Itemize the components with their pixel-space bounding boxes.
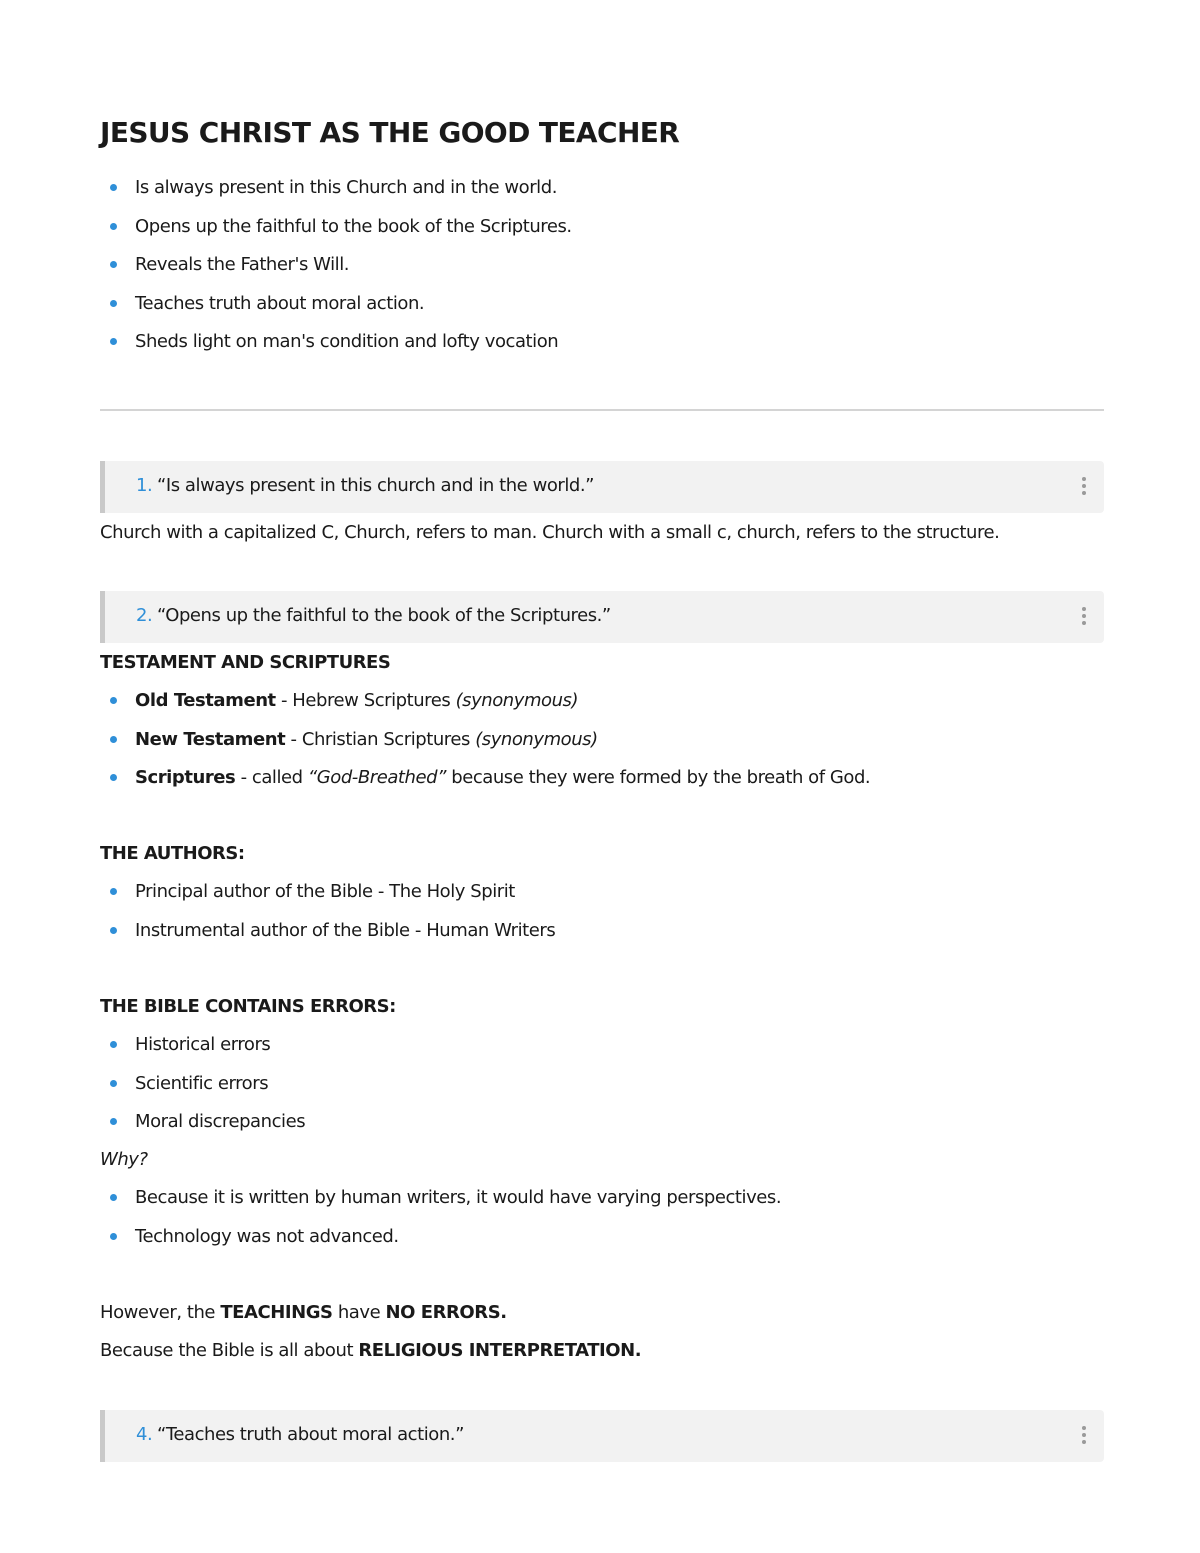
bullet-icon: [110, 1118, 117, 1125]
callout-quote: “Opens up the faithful to the book of the Scriptures.”: [157, 605, 611, 626]
list-item: Opens up the faithful to the book of the Scriptures.: [100, 215, 572, 254]
section-1-body: Church with a capitalized C, Church, refers to man. Church with a small c, church, refers to the structure.: [100, 522, 1000, 543]
callout-quote: “Is always present in this church and in the world.”: [157, 475, 595, 496]
why-label: Why?: [100, 1149, 148, 1170]
section-divider: [100, 409, 1104, 411]
why-list: [100, 1186, 781, 1263]
errors-list: [100, 1033, 305, 1149]
list-item: Because it is written by human writers, it would have varying perspectives.: [100, 1186, 781, 1225]
list-item: Historical errors: [100, 1033, 305, 1072]
list-item: Sheds light on man's condition and lofty vocation: [100, 330, 572, 369]
bullet-icon: [110, 1080, 117, 1087]
list-item: Technology was not advanced.: [100, 1225, 781, 1264]
bullet-icon: [110, 736, 117, 743]
summary-list: [100, 176, 572, 369]
errors-heading: THE BIBLE CONTAINS ERRORS:: [100, 996, 396, 1017]
however-line: However, the TEACHINGS have NO ERRORS.: [100, 1302, 507, 1323]
list-item: Is always present in this Church and in the world.: [100, 176, 572, 215]
more-options-icon[interactable]: [1082, 607, 1087, 627]
callout-number: 4.: [136, 1424, 153, 1445]
testament-list: [100, 689, 870, 805]
list-item: Scientific errors: [100, 1072, 305, 1111]
bullet-icon: [110, 774, 117, 781]
list-item: New Testament - Christian Scriptures (synonymous): [100, 728, 870, 767]
bullet-icon: [110, 927, 117, 934]
list-item: Moral discrepancies: [100, 1110, 305, 1149]
because-line: Because the Bible is all about RELIGIOUS INTERPRETATION.: [100, 1340, 642, 1361]
page-title: JESUS CHRIST AS THE GOOD TEACHER: [100, 116, 680, 149]
bullet-icon: [110, 697, 117, 704]
authors-list: [100, 880, 555, 957]
list-item: Old Testament - Hebrew Scriptures (synonymous): [100, 689, 870, 728]
callout-section-2[interactable]: [100, 591, 1104, 643]
bullet-icon: [110, 888, 117, 895]
callout-number: 1.: [136, 475, 153, 496]
list-item: Instrumental author of the Bible - Human Writers: [100, 919, 555, 958]
bullet-icon: [110, 223, 117, 230]
more-options-icon[interactable]: [1082, 1426, 1087, 1446]
callout-quote: “Teaches truth about moral action.”: [157, 1424, 464, 1445]
testament-heading: TESTAMENT AND SCRIPTURES: [100, 652, 391, 673]
bullet-icon: [110, 1041, 117, 1048]
callout-number: 2.: [136, 605, 153, 626]
authors-heading: THE AUTHORS:: [100, 843, 245, 864]
bullet-icon: [110, 1194, 117, 1201]
bullet-icon: [110, 300, 117, 307]
bullet-icon: [110, 1233, 117, 1240]
list-item: Reveals the Father's Will.: [100, 253, 572, 292]
callout-section-1[interactable]: [100, 461, 1104, 513]
list-item: Teaches truth about moral action.: [100, 292, 572, 331]
more-options-icon[interactable]: [1082, 477, 1087, 497]
list-item: Scriptures - called “God-Breathed” because they were formed by the breath of God.: [100, 766, 870, 805]
bullet-icon: [110, 184, 117, 191]
callout-section-4[interactable]: [100, 1410, 1104, 1462]
list-item: Principal author of the Bible - The Holy Spirit: [100, 880, 555, 919]
bullet-icon: [110, 261, 117, 268]
bullet-icon: [110, 338, 117, 345]
